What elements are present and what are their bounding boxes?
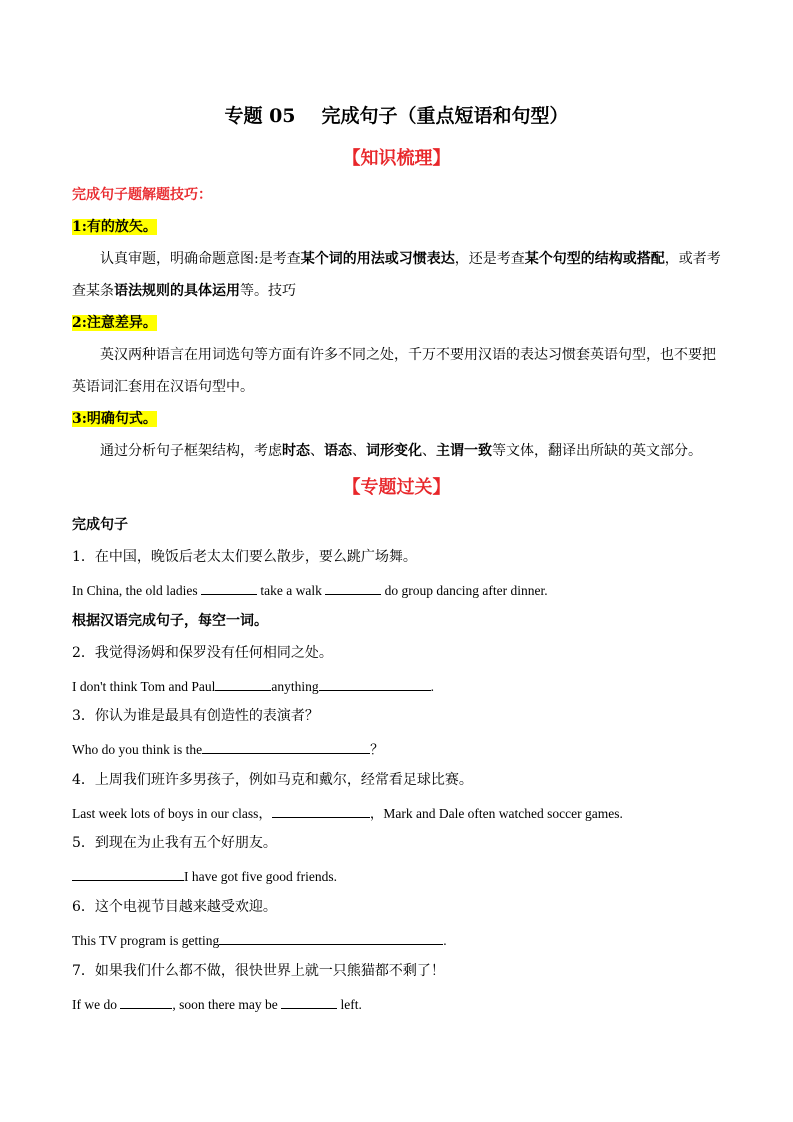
tip1-paragraph-line1 xyxy=(72,250,721,268)
q7-english xyxy=(72,994,362,1014)
q5-chinese: 5．到现在为止我有五个好朋友。 xyxy=(72,835,277,851)
q3-text-a: Who do you think is the xyxy=(72,742,203,757)
section-heading-practice: 【专题过关】 xyxy=(342,477,451,498)
part1-heading: 完成句子 xyxy=(72,517,128,533)
tip3-bold-voice: 语态 xyxy=(324,443,352,459)
tip3-sep-3: 、 xyxy=(422,443,436,459)
q7-text-a: If we do xyxy=(72,997,121,1012)
q4-chinese: 4．上周我们班许多男孩子，例如马克和戴尔，经常看足球比赛。 xyxy=(72,772,473,788)
q3-text-b: ？ xyxy=(370,742,384,757)
tip1-bold-b: 某个词的用法或习惯表达 xyxy=(300,251,455,267)
q1-text-a: In China, the old ladies xyxy=(72,583,201,598)
q6-text-b: . xyxy=(443,933,447,948)
q2-text-c: . xyxy=(430,679,434,694)
tip2-paragraph-line2: 英语词汇套用在汉语句型中。 xyxy=(72,379,254,395)
q5-text-a: I have got five good friends. xyxy=(184,869,337,884)
q2-chinese: 2．我觉得汤姆和保罗没有任何相同之处。 xyxy=(72,645,333,661)
tip2-heading xyxy=(72,314,157,332)
q2-english xyxy=(72,676,434,696)
q7-blank-1[interactable] xyxy=(120,994,172,1009)
q5-english xyxy=(72,866,337,886)
q3-english xyxy=(72,739,384,759)
title-main: 完成句子（重点短语和句型） xyxy=(321,105,569,127)
tip3-text-a: 通过分析句子框架结构，考虑 xyxy=(100,443,282,459)
tip3-paragraph xyxy=(72,442,702,460)
q1-blank-2[interactable] xyxy=(325,580,381,595)
q1-text-c: do group dancing after dinner. xyxy=(381,583,548,598)
tip3-sep-1: 、 xyxy=(310,443,324,459)
section-heading-knowledge: 【知识梳理】 xyxy=(342,148,451,169)
q4-text-a: Last week lots of boys in our class， xyxy=(72,806,272,821)
tip1-text-h: 等。技巧 xyxy=(240,283,296,299)
page-title xyxy=(0,104,793,128)
q5-blank[interactable] xyxy=(72,866,184,881)
q2-text-a: I don't think Tom and Paul xyxy=(72,679,216,694)
tip3-text-end: 等文体，翻译出所缺的英文部分。 xyxy=(492,443,702,459)
tip1-text-f: 查某条 xyxy=(72,283,114,299)
q2-blank-2[interactable] xyxy=(319,676,431,691)
tip1-bold-d: 某个句型的结构或搭配 xyxy=(524,251,665,267)
q6-text-a: This TV program is getting xyxy=(72,933,220,948)
q2-blank-1[interactable] xyxy=(215,676,271,691)
title-prefix: 专题 05 xyxy=(224,105,296,127)
q7-text-c: left. xyxy=(337,997,362,1012)
tip1-paragraph-line2 xyxy=(72,282,296,300)
q4-blank[interactable] xyxy=(272,803,370,818)
q6-chinese: 6．这个电视节目越来越受欢迎。 xyxy=(72,899,277,915)
q6-blank[interactable] xyxy=(219,930,443,945)
q2-text-b: anything xyxy=(271,679,319,694)
tip1-text-e: ，或者考 xyxy=(664,251,721,267)
q1-chinese: 1．在中国，晚饭后老太太们要么散步，要么跳广场舞。 xyxy=(72,549,417,565)
q7-text-b: , soon there may be xyxy=(172,997,282,1012)
tip3-bold-wordform: 词形变化 xyxy=(366,443,422,459)
q4-text-b: ，Mark and Dale often watched soccer games. xyxy=(369,806,623,821)
q7-chinese: 7．如果我们什么都不做，很快世界上就一只熊猫都不剩了！ xyxy=(72,963,445,979)
part2-heading: 根据汉语完成句子，每空一词。 xyxy=(72,613,268,629)
tip1-text-a: 认真审题，明确命题意图:是考查 xyxy=(100,251,301,267)
q6-english xyxy=(72,930,447,950)
tip3-bold-tense: 时态 xyxy=(282,443,310,459)
tip2-heading-text: 2:注意差异。 xyxy=(72,315,157,331)
q4-english xyxy=(72,803,623,823)
q3-chinese: 3．你认为谁是最具有创造性的表演者？ xyxy=(72,708,319,724)
q1-text-b: take a walk xyxy=(256,583,326,598)
tip3-bold-agreement: 主谓一致 xyxy=(436,443,492,459)
tip3-sep-2: 、 xyxy=(352,443,366,459)
tip1-text-c: ，还是考查 xyxy=(454,251,525,267)
q1-blank-1[interactable] xyxy=(201,580,257,595)
q1-english xyxy=(72,580,548,600)
tip1-heading-text: 1:有的放矢。 xyxy=(72,219,157,235)
tip3-heading-text: 3:明确句式。 xyxy=(72,411,157,427)
tip1-bold-g: 语法规则的具体运用 xyxy=(114,283,240,299)
q7-blank-2[interactable] xyxy=(281,994,337,1009)
tip2-paragraph-line1: 英汉两种语言在用词选句等方面有许多不同之处，千万不要用汉语的表达习惯套英语句型，也不要把 xyxy=(100,347,716,363)
q3-blank[interactable] xyxy=(202,739,370,754)
tip3-heading xyxy=(72,410,157,428)
tip1-heading xyxy=(72,218,157,236)
tips-heading: 完成句子题解题技巧： xyxy=(72,187,212,203)
